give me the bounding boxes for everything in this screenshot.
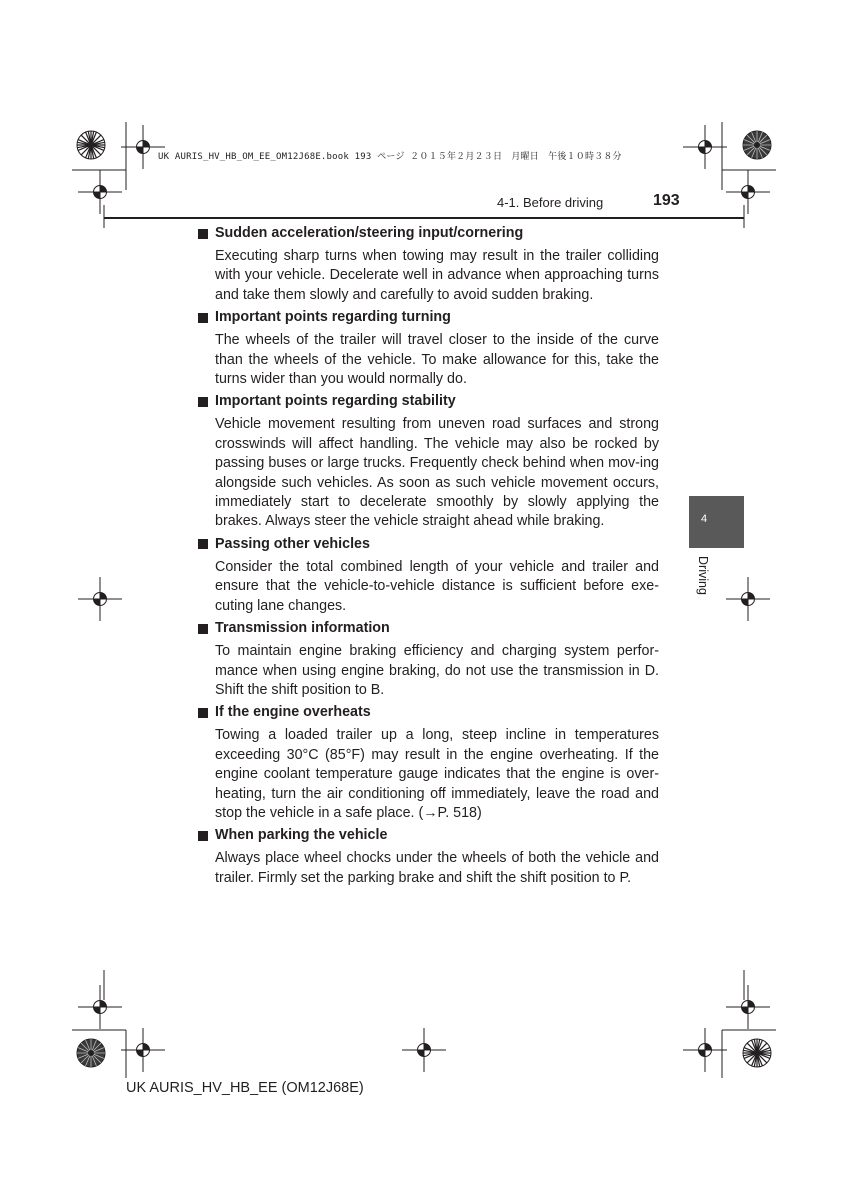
section-body: Towing a loaded trailer up a long, steep incline in temperatures exceeding 30°C (85°F) may result in the engine overheating. If the engine coolant temperature gauge indicates that the engine is over-heating, turn the air conditioning off immediately, leave the road and stop the vehicle in a safe place. (→P. 518) [215,727,659,821]
section-parking [197,826,659,888]
header-rule [104,217,744,219]
section-sudden-acceleration [197,224,659,305]
page-number: 193 [653,192,680,209]
chapter-tab-number: 4 [700,513,708,525]
square-bullet-icon [198,624,208,634]
section-body: Executing sharp turns when towing may result in the trailer colliding with your vehicle. Decelerate well in advance when approaching turns and take them slowly and carefully to avoid sudden braking. [215,248,659,303]
section-stability [197,392,659,531]
section-title: Sudden acceleration/steering input/cornering [215,225,524,241]
section-title: Important points regarding stability [215,393,456,410]
section-body: To maintain engine braking efficiency and charging system perfor-mance when using engine braking, do not use the transmission in D. Shift the shift position to B. [215,643,659,698]
section-title: When parking the vehicle [215,827,388,844]
footer-model-code: UK AURIS_HV_HB_EE (OM12J68E) [126,1080,364,1096]
section-body: Consider the total combined length of your vehicle and trailer and ensure that the vehicle-to-vehicle distance is sufficient before exe-cuting lane changes. [215,558,659,614]
section-body: The wheels of the trailer will travel closer to the inside of the curve than the wheels of the vehicle. To make allowance for this, take the turns wider than you would normally do. [215,332,659,388]
print-info: UK AURIS_HV_HB_OM_EE_OM12J68E.book 193 ページ ２０１５年２月２３日 月曜日 午後１０時３８分 [158,152,622,162]
section-body: Vehicle movement resulting from uneven road surfaces and strong crosswinds will affect handling. The vehicle may also be rocked by passing buses or large trucks. Frequently check behind when mov-ing alongside such vehicles. As soon as such vehicle movement occurs, immediately start to decelerate smoothly by slowly applying the brakes. Always steer the vehicle straight ahead while braking. [215,416,659,530]
square-bullet-icon [198,313,208,323]
section-turning [197,308,659,389]
section-title: Transmission information [215,620,390,637]
square-bullet-icon [198,229,208,239]
section-transmission [197,619,659,700]
square-bullet-icon [198,397,208,407]
section-overheats [197,703,659,823]
page-content [197,224,659,891]
header-section-title: 4-1. Before driving [497,195,604,210]
section-title: Important points regarding turning [215,309,451,326]
section-title: Passing other vehicles [215,535,370,552]
square-bullet-icon [198,708,208,718]
section-body: Always place wheel chocks under the wheels of both the vehicle and trailer. Firmly set the parking brake and shift the shift position to P. [215,850,659,886]
section-title: If the engine overheats [215,704,371,721]
square-bullet-icon [198,831,208,841]
square-bullet-icon [198,539,208,549]
section-passing [197,535,659,616]
chapter-tab-label: Driving [696,556,710,595]
